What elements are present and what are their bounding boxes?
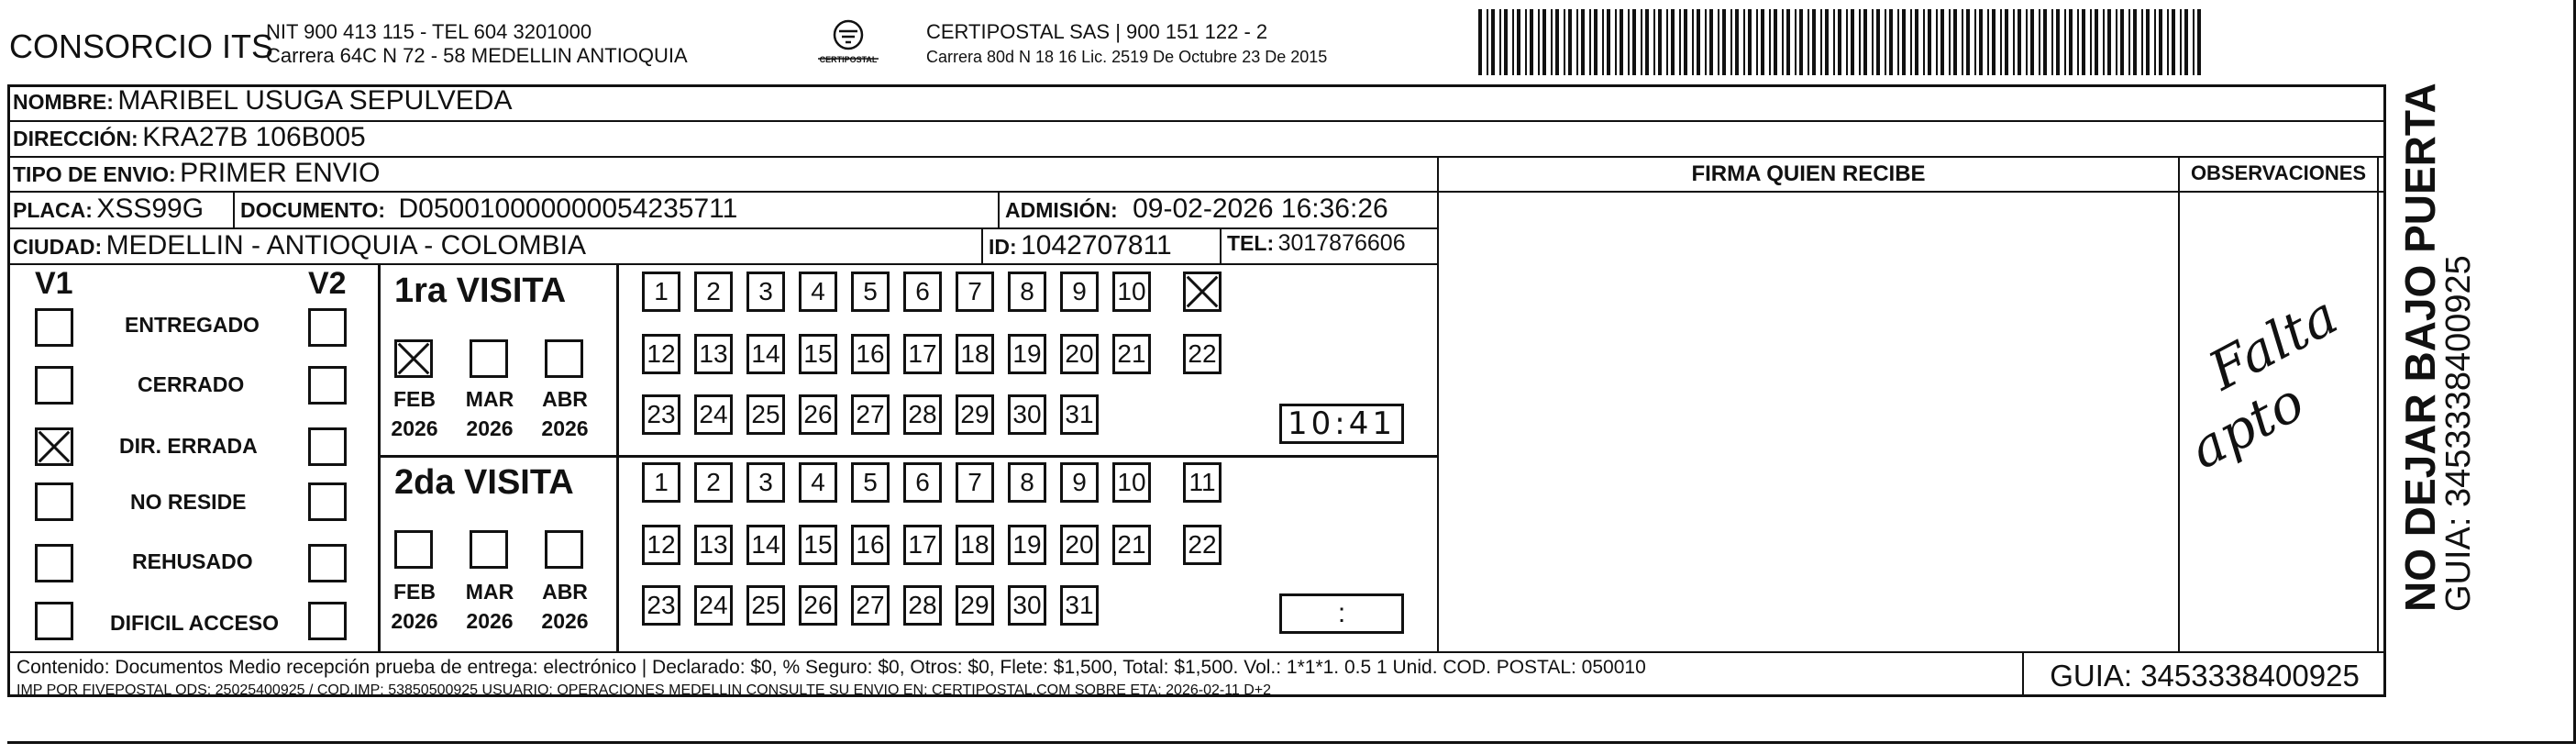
first-day-30[interactable]: 30 (1008, 394, 1046, 435)
observation-handwriting (2179, 275, 2371, 495)
certipostal-line1: CERTIPOSTAL SAS | 900 151 122 - 2 (926, 20, 1268, 43)
barcode-bar (1709, 9, 1713, 75)
firma-header: FIRMA QUIEN RECIBE (1691, 161, 1926, 186)
second-day-29[interactable]: 29 (956, 585, 994, 626)
first-day-25[interactable]: 25 (746, 394, 785, 435)
first-day-22[interactable]: 22 (1183, 334, 1222, 374)
admision-cell (1005, 194, 1388, 225)
second-day-21[interactable]: 21 (1112, 525, 1151, 565)
first-day-20[interactable]: 20 (1060, 334, 1099, 374)
barcode-bar (2039, 9, 2040, 75)
first-day-16[interactable]: 16 (851, 334, 890, 374)
first-year-mar: 2026 (466, 416, 514, 440)
first-day-28[interactable]: 28 (903, 394, 942, 435)
ciudad-row (13, 230, 586, 261)
direccion-row (13, 122, 366, 153)
documento-label: DOCUMENTO: (240, 198, 386, 222)
second-time-value: : (1337, 598, 1346, 628)
barcode-bar (2103, 9, 2105, 75)
barcode-bar (1962, 9, 1963, 75)
tel-label: TEL: (1227, 231, 1275, 255)
second-day-12[interactable]: 12 (642, 525, 680, 565)
barcode-bar (1795, 9, 1797, 75)
second-day-3[interactable]: 3 (746, 462, 785, 503)
barcode-bar (1607, 9, 1610, 75)
documento-cell (240, 194, 737, 225)
first-day-1[interactable]: 1 (642, 272, 680, 312)
second-day-6[interactable]: 6 (903, 462, 942, 503)
first-day-19[interactable]: 19 (1008, 334, 1046, 374)
barcode-bar (1992, 9, 1996, 75)
second-month-abr: ABR (542, 580, 588, 604)
barcode-bar (1748, 9, 1752, 75)
second-day-16[interactable]: 16 (851, 525, 890, 565)
barcode-bar (1718, 9, 1719, 75)
placa-label: PLACA: (13, 198, 93, 222)
first-day-29[interactable]: 29 (956, 394, 994, 435)
barcode-bar (1979, 9, 1983, 75)
barcode-bar (1910, 9, 1912, 75)
barcode-bar (2180, 9, 2182, 75)
imp-line: IMP POR FIVEPOSTAL ODS: 25025400925 / COD.IMP: 53850500925 USUARIO: OPERACIONES MEDELLIN CONSULTE SU ENVIO EN: CERTIPOSTAL.COM SOBRE ETA: 2026-02-11 D+2 (17, 682, 1272, 698)
barcode-bar (1786, 9, 1790, 75)
certipostal-line2: Carrera 80d N 18 16 Lic. 2519 De Octubre 23 De 2015 (926, 48, 1328, 66)
second-month-feb: FEB (393, 580, 436, 604)
barcode-bar (1512, 9, 1514, 75)
barcode-bar (1602, 9, 1604, 75)
ciudad-value: MEDELLIN - ANTIOQUIA - COLOMBIA (105, 230, 586, 261)
second-day-2[interactable]: 2 (694, 462, 733, 503)
barcode-bar (2056, 9, 2060, 75)
placa-value: XSS99G (96, 194, 205, 224)
second-day-7[interactable]: 7 (956, 462, 994, 503)
first-day-3[interactable]: 3 (746, 272, 785, 312)
barcode-bar (1987, 9, 1989, 75)
barcode-bar (2077, 9, 2079, 75)
address-line: Carrera 64C N 72 - 58 MEDELLIN ANTIOQUIA (266, 44, 688, 67)
v2-dificil-acceso-checkbox[interactable] (308, 602, 347, 640)
barcode-bar (1679, 9, 1681, 75)
barcode-bar (1568, 9, 1572, 75)
barcode-bar (2095, 9, 2098, 75)
v1-header: V1 (35, 266, 73, 301)
first-day-9[interactable]: 9 (1060, 272, 1099, 312)
status-no-reside: NO RESIDE (130, 490, 247, 514)
barcode-bar (2082, 9, 2085, 75)
barcode-bar (1478, 9, 1482, 75)
first-time-value: 10:41 (1288, 405, 1396, 442)
barcode-bar (1594, 9, 1598, 75)
barcode-bar (1872, 9, 1874, 75)
barcode-bar (1620, 9, 1623, 75)
second-day-20[interactable]: 20 (1060, 525, 1099, 565)
barcode-bar (1876, 9, 1880, 75)
first-visit-title: 1ra VISITA (394, 272, 567, 310)
first-year-abr: 2026 (541, 416, 589, 440)
tipo-value: PRIMER ENVIO (180, 158, 381, 188)
barcode-bar (2030, 9, 2034, 75)
barcode-bar (1564, 9, 1565, 75)
first-month-mar: MAR (465, 387, 514, 411)
nombre-label: NOMBRE: (13, 90, 114, 114)
nombre-row (13, 85, 512, 116)
first-month-feb: FEB (393, 387, 436, 411)
barcode-bar (1923, 9, 1925, 75)
barcode-bar (1949, 9, 1951, 75)
barcode-bar (1953, 9, 1957, 75)
barcode-bar (1782, 9, 1784, 75)
v2-dir-errada-checkbox[interactable] (308, 427, 347, 466)
tipo-envio-row (13, 158, 380, 189)
observaciones-header: OBSERVACIONES (2190, 161, 2367, 184)
first-day-26[interactable]: 26 (799, 394, 837, 435)
barcode-bar (1517, 9, 1520, 75)
v1-no-reside-checkbox[interactable] (35, 482, 73, 521)
v1-dir-errada-checkbox[interactable] (35, 427, 73, 466)
barcode-bar (2000, 9, 2002, 75)
barcode-bar (2005, 9, 2008, 75)
barcode-bar (2069, 9, 2073, 75)
barcode-bar (1525, 9, 1527, 75)
barcode-bar (1863, 9, 1867, 75)
barcode-bar (2120, 9, 2124, 75)
first-day-7[interactable]: 7 (956, 272, 994, 312)
barcode-bar (1774, 9, 1777, 75)
barcode-bar (1658, 9, 1662, 75)
second-month-mar: MAR (465, 580, 514, 604)
v1-dificil-acceso-checkbox[interactable] (35, 602, 73, 640)
second-day-28[interactable]: 28 (903, 585, 942, 626)
observation-word-2: apto (2179, 370, 2315, 482)
barcode-bar (2064, 9, 2066, 75)
first-day-13[interactable]: 13 (694, 334, 733, 374)
barcode-bar (1628, 9, 1630, 75)
second-visit-title: 2da VISITA (394, 463, 574, 502)
barcode-bar (1589, 9, 1591, 75)
direccion-value: KRA27B 106B005 (142, 122, 366, 152)
second-day-5[interactable]: 5 (851, 462, 890, 503)
v2-rehusado-checkbox[interactable] (308, 544, 347, 582)
barcode-bar (1833, 9, 1835, 75)
barcode-bar (1692, 9, 1694, 75)
barcode-bar (1722, 9, 1726, 75)
tel-value: 3017876606 (1277, 230, 1406, 256)
barcode-bar (1551, 9, 1553, 75)
second-day-22[interactable]: 22 (1183, 525, 1222, 565)
no-dejar-vertical (2395, 83, 2479, 612)
second-year-mar: 2026 (466, 609, 514, 633)
id-value: 1042707811 (1021, 230, 1172, 261)
barcode-bar (1487, 9, 1488, 75)
status-dificil-acceso: DIFICIL ACCESO (110, 611, 280, 635)
footer-guia: GUIA: 3453338400925 (2050, 659, 2360, 693)
barcode-bar (1761, 9, 1764, 75)
barcode-bar (1897, 9, 1899, 75)
barcode-bar (1743, 9, 1745, 75)
barcode-bar (1940, 9, 1944, 75)
id-cell (989, 230, 1172, 261)
first-day-23[interactable]: 23 (642, 394, 680, 435)
barcode-bar (1653, 9, 1655, 75)
barcode-bar (2116, 9, 2117, 75)
barcode-bar (1902, 9, 1906, 75)
first-day-14[interactable]: 14 (746, 334, 785, 374)
v1-entregado-checkbox[interactable] (35, 308, 73, 347)
first-day-10[interactable]: 10 (1112, 272, 1151, 312)
barcode-bar (2043, 9, 2047, 75)
barcode-bar (2184, 9, 2188, 75)
first-day-8[interactable]: 8 (1008, 272, 1046, 312)
barcode-bar (2197, 9, 2201, 75)
barcode-bar (2167, 9, 2169, 75)
status-dir-errada: DIR. ERRADA (119, 434, 258, 458)
nombre-value: MARIBEL USUGA SEPULVEDA (117, 85, 513, 116)
second-day-27[interactable]: 27 (851, 585, 890, 626)
second-day-19[interactable]: 19 (1008, 525, 1046, 565)
logo-caption: CERTIPOSTAL (819, 55, 878, 64)
first-day-24[interactable]: 24 (694, 394, 733, 435)
second-year-abr: 2026 (541, 609, 589, 633)
v1-cerrado-checkbox[interactable] (35, 366, 73, 405)
v2-cerrado-checkbox[interactable] (308, 366, 347, 405)
second-day-18[interactable]: 18 (956, 525, 994, 565)
first-day-15[interactable]: 15 (799, 334, 837, 374)
documento-value: D050010000000054235711 (398, 194, 738, 224)
second-day-10[interactable]: 10 (1112, 462, 1151, 503)
second-time-box[interactable] (1279, 593, 1404, 634)
barcode-bar (1705, 9, 1707, 75)
barcode-bar (1966, 9, 1970, 75)
no-dejar-text: NO DEJAR BAJO PUERTA (2396, 83, 2444, 612)
barcode-bar (1769, 9, 1771, 75)
barcode-bar (1499, 9, 1501, 75)
barcode-bar (2133, 9, 2137, 75)
barcode-bar (1645, 9, 1649, 75)
second-day-11[interactable]: 11 (1183, 462, 1222, 503)
second-day-8[interactable]: 8 (1008, 462, 1046, 503)
barcode-bar (2090, 9, 2092, 75)
barcode-bar (1581, 9, 1585, 75)
first-day-12[interactable]: 12 (642, 334, 680, 374)
first-month-feb-checkbox[interactable] (394, 339, 433, 378)
company-name: CONSORCIO ITS (9, 28, 274, 65)
barcode-bar (1756, 9, 1758, 75)
barcode-bar (1641, 9, 1642, 75)
first-month-abr-checkbox[interactable] (545, 339, 583, 378)
second-day-25[interactable]: 25 (746, 585, 785, 626)
barcode-bar (1851, 9, 1854, 75)
barcode-bar (1555, 9, 1559, 75)
second-day-4[interactable]: 4 (799, 462, 837, 503)
contenido-line: Contenido: Documentos Medio recepción prueba de entrega: electrónico | Declarado: $0, % Seguro: $0, Otros: $0, Flete: $1,500, Total: $1,500. Vol.: 1*1*1. 0.5 1 Unid. COD. POSTAL: 050010 (17, 657, 1646, 678)
barcode-bar (1928, 9, 1931, 75)
first-day-31[interactable]: 31 (1060, 394, 1099, 435)
second-month-abr-checkbox[interactable] (545, 530, 583, 569)
barcode-bar (1671, 9, 1675, 75)
second-day-31[interactable]: 31 (1060, 585, 1099, 626)
barcode-bar (1846, 9, 1848, 75)
status-entregado: ENTREGADO (125, 313, 260, 337)
barcode-bar (1632, 9, 1636, 75)
second-month-feb-checkbox[interactable] (394, 530, 433, 569)
status-rehusado: REHUSADO (132, 549, 253, 573)
first-month-mar-checkbox[interactable] (470, 339, 508, 378)
first-day-18[interactable]: 18 (956, 334, 994, 374)
first-time-box[interactable] (1279, 404, 1404, 444)
first-day-4[interactable]: 4 (799, 272, 837, 312)
first-day-11[interactable] (1183, 272, 1222, 312)
placa-row (13, 194, 204, 225)
second-month-mar-checkbox[interactable] (470, 530, 508, 569)
admision-value: 09-02-2026 16:36:26 (1133, 194, 1388, 224)
barcode-bar (2026, 9, 2028, 75)
barcode-bar (1808, 9, 1809, 75)
second-day-30[interactable]: 30 (1008, 585, 1046, 626)
barcode-bar (1504, 9, 1508, 75)
barcode-bar (1576, 9, 1578, 75)
first-year-feb: 2026 (391, 416, 438, 440)
id-label: ID: (989, 235, 1017, 259)
second-year-feb: 2026 (391, 609, 438, 633)
barcode-bar (2193, 9, 2195, 75)
barcode-bar (2159, 9, 2162, 75)
barcode-bar (1730, 9, 1732, 75)
second-day-15[interactable]: 15 (799, 525, 837, 565)
second-day-13[interactable]: 13 (694, 525, 733, 565)
certipostal-logo (807, 18, 890, 70)
barcode-bar (2013, 9, 2015, 75)
direccion-label: DIRECCIÓN: (13, 127, 138, 150)
barcode-bar (1684, 9, 1687, 75)
first-day-5[interactable]: 5 (851, 272, 890, 312)
barcode-bar (1838, 9, 1841, 75)
barcode-bar (1974, 9, 1976, 75)
first-month-abr: ABR (542, 387, 588, 411)
first-day-21[interactable]: 21 (1112, 334, 1151, 374)
barcode-bar (1915, 9, 1918, 75)
side-guia-text: GUIA: 3453338400925 (2439, 255, 2478, 612)
v2-no-reside-checkbox[interactable] (308, 482, 347, 521)
barcode-bar (1615, 9, 1617, 75)
barcode (1478, 9, 2207, 75)
nit-line: NIT 900 413 115 - TEL 604 3201000 (266, 20, 592, 43)
admision-label: ADMISIÓN: (1005, 198, 1118, 222)
second-day-9[interactable]: 9 (1060, 462, 1099, 503)
tipo-label: TIPO DE ENVIO: (13, 162, 176, 186)
barcode-bar (1538, 9, 1540, 75)
barcode-bar (2107, 9, 2111, 75)
second-day-24[interactable]: 24 (694, 585, 733, 626)
barcode-bar (1820, 9, 1822, 75)
barcode-bar (1885, 9, 1886, 75)
first-day-17[interactable]: 17 (903, 334, 942, 374)
observation-word-1: Falta (2198, 283, 2348, 403)
barcode-bar (1859, 9, 1861, 75)
barcode-bar (1812, 9, 1816, 75)
barcode-bar (1735, 9, 1739, 75)
v2-entregado-checkbox[interactable] (308, 308, 347, 347)
barcode-bar (1666, 9, 1668, 75)
first-day-6[interactable]: 6 (903, 272, 942, 312)
barcode-bar (2172, 9, 2175, 75)
second-day-23[interactable]: 23 (642, 585, 680, 626)
first-day-2[interactable]: 2 (694, 272, 733, 312)
barcode-bar (1491, 9, 1495, 75)
first-day-27[interactable]: 27 (851, 394, 890, 435)
tel-cell (1227, 230, 1406, 257)
barcode-bar (1799, 9, 1803, 75)
v1-rehusado-checkbox[interactable] (35, 544, 73, 582)
barcode-bar (1530, 9, 1533, 75)
barcode-bar (1825, 9, 1829, 75)
barcode-bar (2146, 9, 2150, 75)
second-day-26[interactable]: 26 (799, 585, 837, 626)
barcode-bar (1889, 9, 1893, 75)
v2-header: V2 (308, 266, 347, 301)
barcode-bar (1542, 9, 1546, 75)
barcode-bar (2018, 9, 2021, 75)
second-day-14[interactable]: 14 (746, 525, 785, 565)
barcode-bar (2128, 9, 2130, 75)
ciudad-label: CIUDAD: (13, 235, 103, 259)
barcode-bar (1936, 9, 1938, 75)
second-day-17[interactable]: 17 (903, 525, 942, 565)
second-day-1[interactable]: 1 (642, 462, 680, 503)
status-cerrado: CERRADO (138, 372, 245, 396)
barcode-bar (2154, 9, 2156, 75)
barcode-bar (1697, 9, 1700, 75)
barcode-bar (2141, 9, 2143, 75)
barcode-bar (2051, 9, 2053, 75)
